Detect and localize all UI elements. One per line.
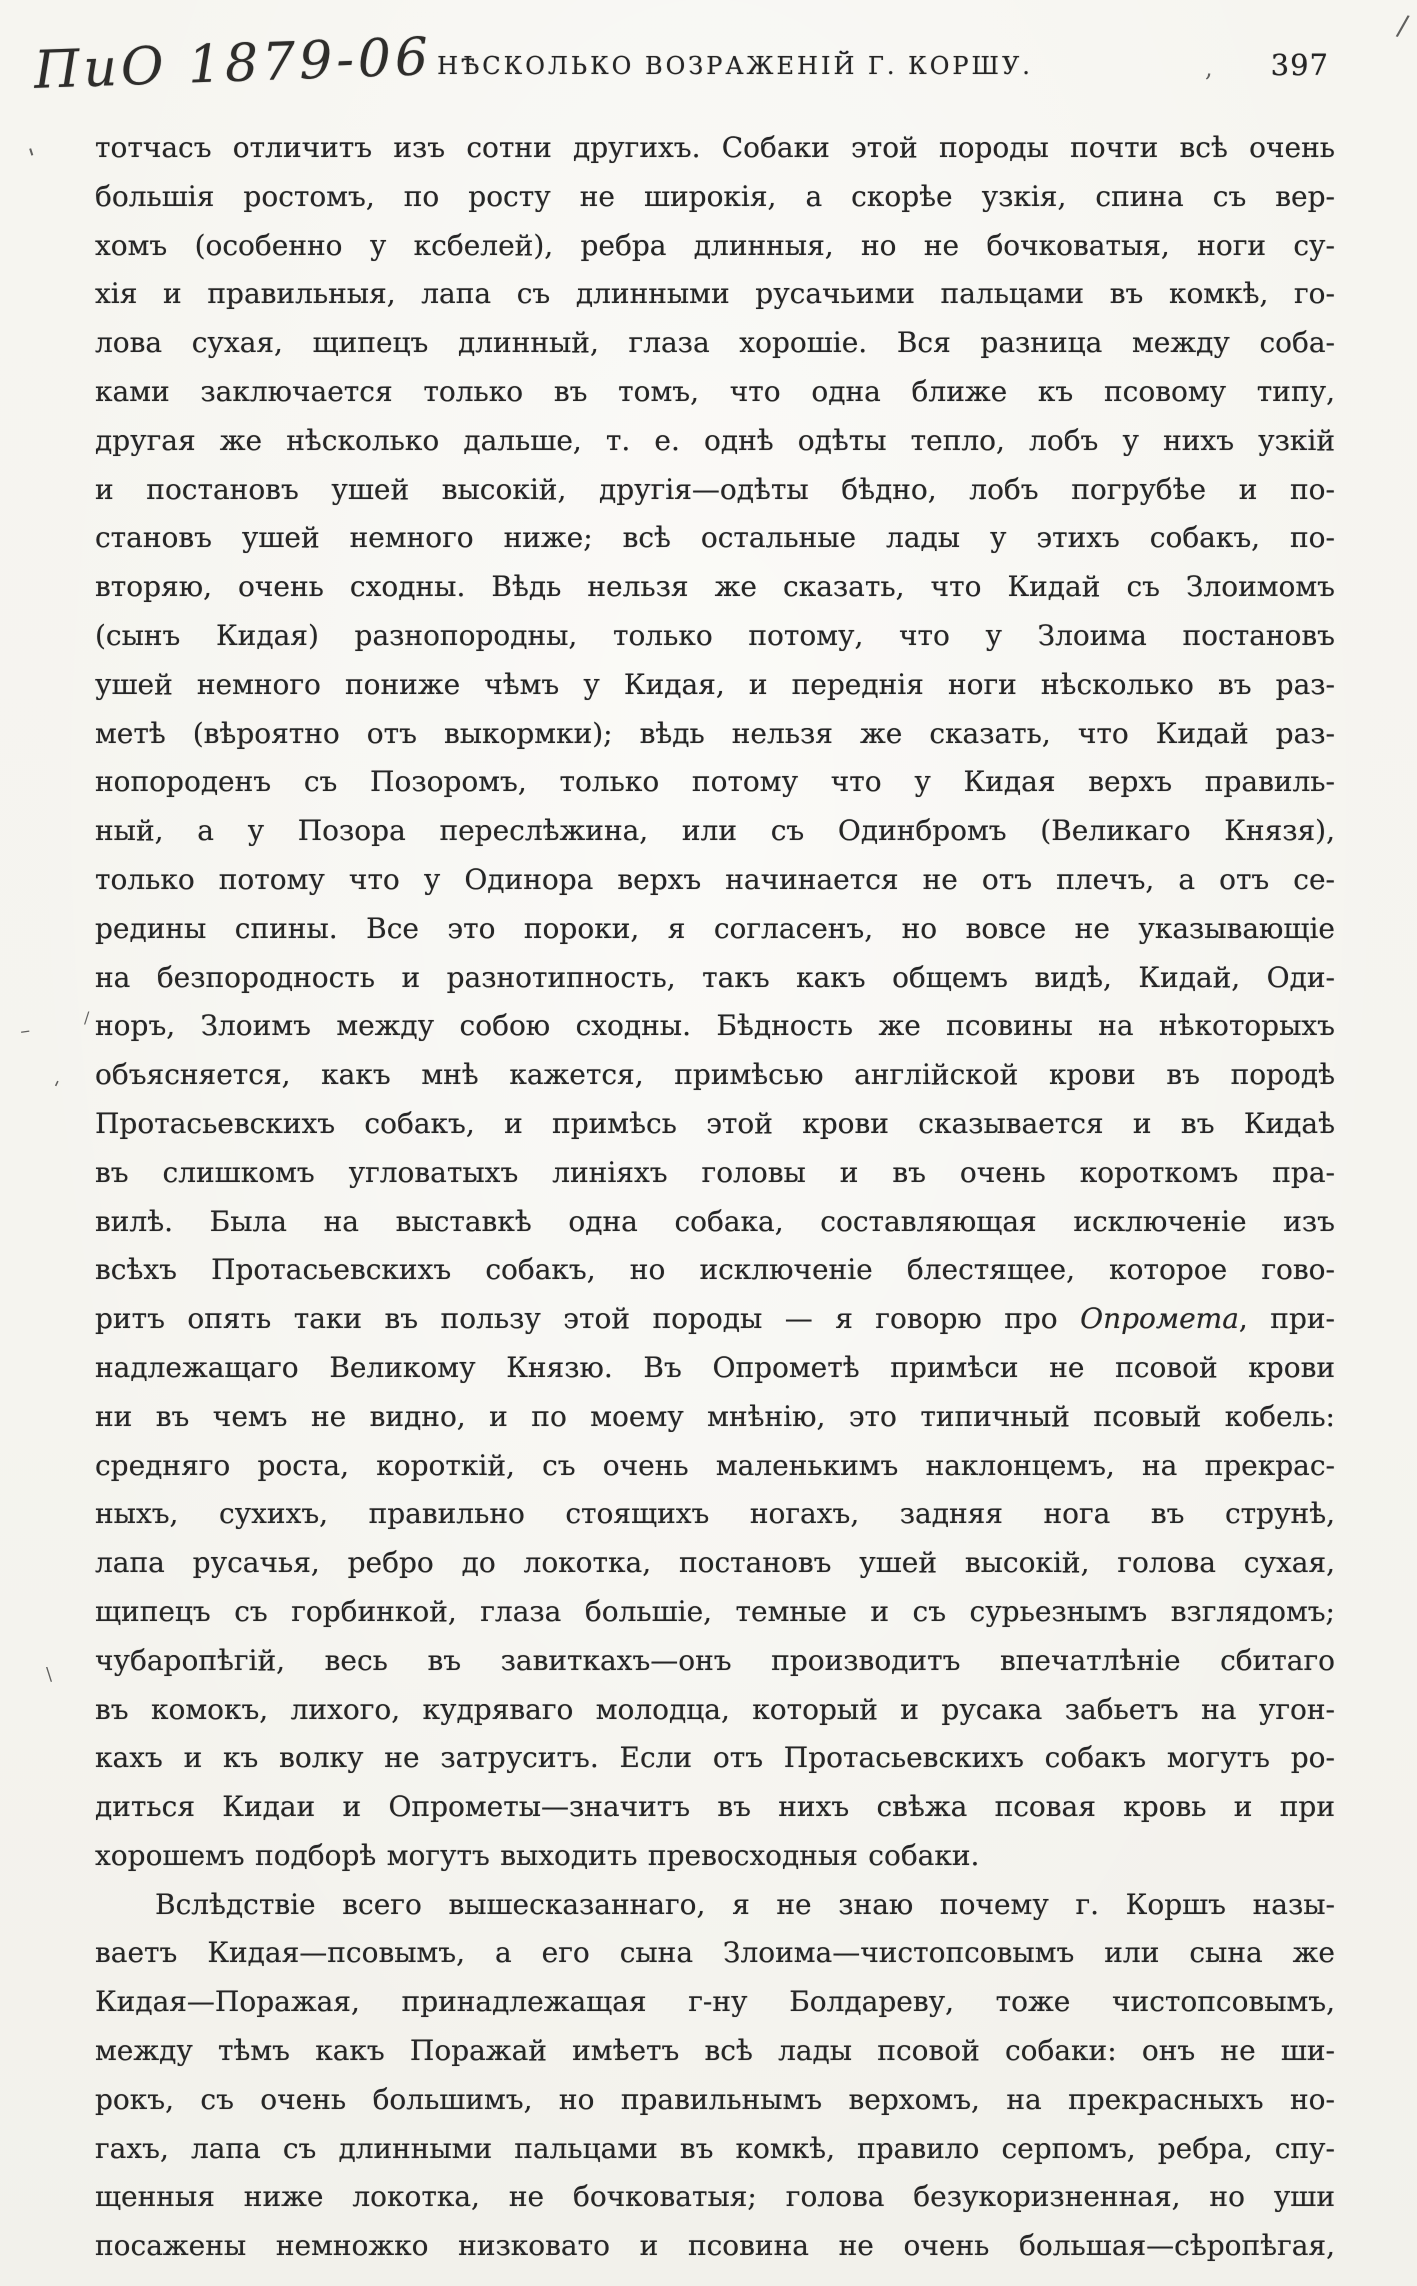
text-line: посажены немножко низковато и псовина не очень большая—сѣропѣгая, xyxy=(95,2229,1335,2263)
text-line: тотчасъ отличитъ изъ сотни другихъ. Собаки этой породы почти всѣ очень xyxy=(95,131,1335,164)
scan-artifact: ' xyxy=(25,143,42,175)
text-line: ныхъ, сухихъ, правильно стоящихъ ногахъ, задняя нога въ струнѣ, xyxy=(95,1497,1335,1531)
page-number: 397 xyxy=(1270,48,1329,82)
scan-artifact: / xyxy=(84,1008,90,1027)
dog-name-italic: Опромета xyxy=(1080,1302,1239,1336)
scan-artifact: \ xyxy=(46,1664,53,1685)
text-line: ный, а у Позора переслѣжина, или съ Одинбромъ (Великаго Князя), xyxy=(95,814,1335,848)
text-line: гахъ, лапа съ длинными пальцами въ комкѣ, правило серпомъ, ребра, спу- xyxy=(95,2131,1335,2165)
text-line: нопороденъ съ Позоромъ, только потому что у Кидая верхъ правиль- xyxy=(95,765,1335,799)
text-line: хія и правильныя, лапа съ длинными русачьими пальцами въ комкѣ, го- xyxy=(95,277,1335,311)
text-line: Кидая—Поражая, принадлежащая г-ну Болдареву, тоже чистопсовымъ, xyxy=(95,1985,1335,2019)
scan-artifact: , xyxy=(1205,54,1213,82)
text-line: норъ, Злоимъ между собою сходны. Бѣдность же псовины на нѣкоторыхъ xyxy=(95,1009,1335,1043)
text-line: вторяю, очень сходны. Вѣдь нельзя же сказать, что Кидай съ Злоимомъ xyxy=(95,570,1335,604)
scan-artifact: – xyxy=(18,1017,32,1043)
text-line: лова сухая, щипецъ длинный, глаза хорошіе. Вся разница между соба- xyxy=(95,326,1335,360)
text-line: между тѣмъ какъ Поражай имѣетъ всѣ лады псовой собаки: онъ не ши- xyxy=(95,2034,1335,2068)
text-line: только потому что у Одинора верхъ начинается не отъ плечъ, а отъ се- xyxy=(95,862,1335,896)
text-line: метѣ (вѣроятно отъ выкормки); вѣдь нельзя же сказать, что Кидай раз- xyxy=(95,716,1335,750)
text-line: щенныя ниже локотка, не бочковатыя; голова безукоризненная, но уши xyxy=(95,2180,1335,2214)
text-line-part: ритъ опять таки въ пользу этой породы — я говорю про xyxy=(95,1302,1081,1336)
running-header-title: НѢСКОЛЬКО ВОЗРАЖЕНІЙ Г. КОРШУ. xyxy=(437,52,1033,80)
text-line: щипецъ съ горбинкой, глаза большіе, темные и съ сурьезнымъ взглядомъ; xyxy=(95,1594,1335,1628)
text-line: рокъ, съ очень большимъ, но правильнымъ верхомъ, на прекрасныхъ но- xyxy=(95,2082,1335,2116)
text-line: надлежащаго Великому Князю. Въ Опрометѣ примѣси не псовой крови xyxy=(95,1350,1335,1384)
text-line xyxy=(95,1295,1335,1344)
text-line: ни въ чемъ не видно, и по моему мнѣнію, это типичный псовый кобель: xyxy=(95,1399,1335,1433)
text-line: и постановъ ушей высокій, другія—одѣты бѣдно, лобъ погрубѣе и по- xyxy=(95,472,1335,506)
text-line: хомъ (особенно у ксбелей), ребра длинныя, но не бочковатыя, ноги су- xyxy=(95,228,1335,262)
text-line: объясняется, какъ мнѣ кажется, примѣсью англійской крови въ породѣ xyxy=(95,1058,1335,1092)
text-line: на безпородность и разнотипность, такъ какъ общемъ видѣ, Кидай, Оди- xyxy=(95,960,1335,994)
text-line: кахъ и къ волку не затруситъ. Если отъ Протасьевскихъ собакъ могутъ ро- xyxy=(95,1741,1335,1775)
scan-artifact: / xyxy=(1394,8,1411,43)
text-line: Вслѣдствіе всего вышесказаннаго, я не знаю почему г. Коршъ назы- xyxy=(155,1887,1335,1921)
text-line: диться Кидаи и Опрометы—значитъ въ нихъ свѣжа псовая кровь и при xyxy=(95,1790,1335,1824)
body-text xyxy=(95,124,1335,2271)
text-line: ушей немного пониже чѣмъ у Кидая, и переднія ноги нѣсколько въ раз- xyxy=(95,667,1335,701)
text-line: другая же нѣсколько дальше, т. е. однѣ одѣты тепло, лобъ у нихъ узкій xyxy=(95,423,1335,457)
text-line: хорошемъ подборѣ могутъ выходить превосходныя собаки. xyxy=(95,1838,980,1872)
text-line-part: , при- xyxy=(1238,1302,1335,1336)
text-line: ками заключается только въ томъ, что одна ближе къ псовому типу, xyxy=(95,374,1335,408)
text-line: лапа русачья, ребро до локотка, постановъ ушей высокій, голова сухая, xyxy=(95,1546,1335,1580)
text-line: (сынъ Кидая) разнопородны, только потому, что у Злоима постановъ xyxy=(95,618,1335,652)
text-line: всѣхъ Протасьевскихъ собакъ, но исключеніе блестящее, которое гово- xyxy=(95,1253,1335,1287)
text-line: въ слишкомъ угловатыхъ линіяхъ головы и въ очень короткомъ пра- xyxy=(95,1155,1335,1189)
scan-artifact: ' xyxy=(47,1075,63,1101)
text-line: вилѣ. Была на выставкѣ одна собака, составляющая исключеніе изъ xyxy=(95,1204,1335,1238)
text-line: становъ ушей немного ниже; всѣ остальные лады у этихъ собакъ, по- xyxy=(95,521,1335,555)
text-line: Протасьевскихъ собакъ, и примѣсь этой крови сказывается и въ Кидаѣ xyxy=(95,1106,1335,1140)
handwritten-annotation: ПиО 1879-06 xyxy=(33,27,434,101)
text-line: средняго роста, короткій, съ очень маленькимъ наклонцемъ, на прекрас- xyxy=(95,1448,1335,1482)
text-line: чубаропѣгій, весь въ завиткахъ—онъ производитъ впечатлѣніе сбитаго xyxy=(95,1643,1335,1677)
text-line: редины спины. Все это пороки, я согласенъ, но вовсе не указывающіе xyxy=(95,911,1335,945)
text-line: большія ростомъ, по росту не широкія, а скорѣе узкія, спина съ вер- xyxy=(95,179,1335,213)
text-line: ваетъ Кидая—псовымъ, а его сына Злоима—чистопсовымъ или сына же xyxy=(95,1936,1335,1970)
text-line: въ комокъ, лихого, кудряваго молодца, который и русака забьетъ на угон- xyxy=(95,1692,1335,1726)
